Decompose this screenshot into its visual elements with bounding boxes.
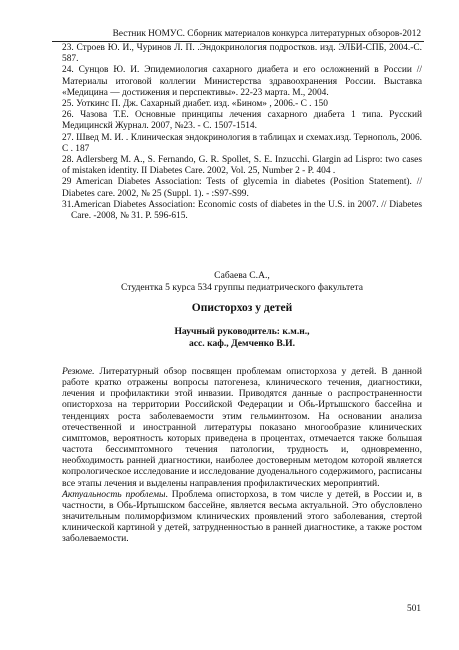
reference-item: 26. Чазова Т.Е. Основные принципы лечения сахарного диабета 1 типа. Русский Медицинскй Журнал. 2007, №23. - С. 1507-1514.: [62, 110, 422, 132]
reference-item: 31.American Diabetes Association: Economic costs of diabetes in the U.S. in 2007. // Diabetes Care. -2008, № 31. P. 596-615.: [62, 199, 422, 222]
abstract-paragraph: [62, 366, 422, 489]
reference-list: [62, 43, 422, 222]
journal-header: Вестник НОМУС. Сборник материалов конкурса литературных обзоров-2012: [112, 29, 421, 39]
author-affiliation: Студентка 5 курса 534 группы педиатрического факультета: [121, 282, 363, 293]
reference-item: 28. Adlersberg M. A., S. Fernando, G. R. Spollet, S. E. Inzucchi. Glargin ad Lispro: two cases of mistaken identity. II Diabetes Care. 2002, Vol. 25, Number 2 - P. 404 .: [62, 155, 422, 177]
author-block: [62, 270, 422, 294]
supervisor-block: [62, 326, 422, 349]
header-rule: [52, 41, 424, 42]
article-title: Описторхоз у детей: [191, 302, 293, 314]
reference-item: 27. Швед М. И. . Клиническая эндокринология в таблицах и схемах.изд. Тернополь, 2006. С . 187: [62, 132, 422, 154]
reference-item: 24. Сунцов Ю. И. Эпидемиология сахарного диабета и его осложнений в России // Материалы итоговой коллегии Министерства здравоохранения России. Выставка «Медицина — достижения и перспективы». 22-23 марта. М., 2004.: [62, 65, 422, 98]
author-name: Сабаева С.А.,: [214, 270, 270, 281]
relevance-paragraph: [62, 489, 422, 545]
abstract-label: Резюме.: [62, 366, 95, 377]
reference-item: 23. Строев Ю. И., Чуринов Л. П. .Эндокринология подростков. изд. ЭЛБИ-СПБ, 2004.-С. 587.: [62, 43, 422, 65]
relevance-label: Актуальность проблемы: [62, 488, 166, 500]
relevance-text: . Проблема описторхоза, в том числе у детей, в России и, в частности, в Обь-Иртышском бассейне, является весьма актуальной. Это обусловлено значительным полиморфизмом клинических проявлений этого заболевания, стертой клинической картиной у детей, затрудненностью в ранней диагностике, а также ростом заболеваемости.: [62, 488, 422, 545]
supervisor-line: Научный руководитель: к.м.н.,: [174, 326, 310, 337]
reference-item: 29 American Diabetes Association: Tests of glycemia in diabetes (Position Statement). // Diabetes care. 2002, № 25 (Suppl. 1). - :S97-S99.: [62, 177, 422, 199]
reference-item: 25. Уоткинс П. Дж. Сахарный диабет. изд. «Бином» , 2006.- С . 150: [62, 99, 328, 110]
abstract-text: Литературный обзор посвящен проблемам описторхоза у детей. В данной работе кратко отражены вопросы патогенеза, клинического течения, диагностики, лечения и профилактики этой инвазии. Приводятся данные о распространенности описторхоза на территории Российской Федерации и Обь-Иртышского бассейна и тенденциях роста заболеваемости этим гельминтозом. На основании анализа отечественной и иностранной литературы показано многообразие клинических симптомов, вероятность которых приведена в процентах, отмечается также большая частота бессимптомного течения патологии, трудность и, одновременно, необходимость ранней диагностики, наиболее достоверным методом которой является копрологическое исследование и исследование дуоденального содержимого, расписаны все этапы лечения и выделены направления профилактических мероприятий.: [62, 366, 422, 489]
supervisor-line: асс. каф., Демченко В.И.: [188, 337, 296, 349]
article-body: [62, 366, 422, 545]
page-number: 501: [407, 604, 421, 614]
